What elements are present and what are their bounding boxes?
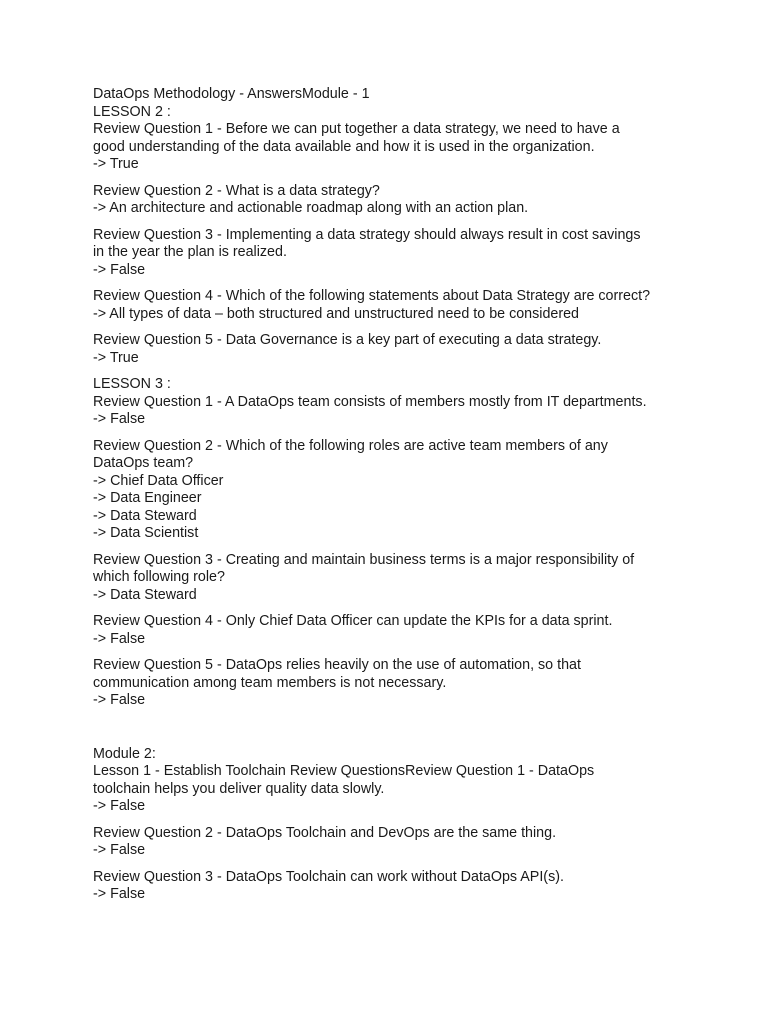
- lesson-3-question-4: [93, 613, 693, 648]
- lesson-2-question-5: [93, 332, 693, 367]
- document-title: DataOps Methodology - AnswersModule - 1: [93, 86, 370, 102]
- question-text: communication among team members is not necessary.: [93, 674, 447, 691]
- lesson-2-question-4: [93, 288, 693, 323]
- answer-text: -> False: [93, 692, 146, 708]
- question-text: good understanding of the data available and how it is used in the organization.: [93, 138, 595, 155]
- answer-text: -> False: [93, 411, 146, 427]
- module-2-question-2: [93, 825, 693, 860]
- question-text: toolchain helps you deliver quality data slowly.: [93, 780, 385, 797]
- question-text: Review Question 5 - Data Governance is a key part of executing a data strategy.: [93, 332, 602, 348]
- question-text: Review Question 4 - Which of the following statements about Data Strategy are correct?: [93, 288, 651, 304]
- answer-text: -> False: [93, 261, 146, 278]
- lesson-2-heading: LESSON 2 :: [93, 103, 171, 120]
- lesson-3-question-2: [93, 438, 693, 543]
- question-text: Lesson 1 - Establish Toolchain Review QuestionsReview Question 1 - DataOps: [93, 763, 595, 779]
- question-text: Review Question 3 - Implementing a data strategy should always result in cost savings: [93, 226, 641, 243]
- module-2-heading: Module 2:: [93, 745, 156, 762]
- answer-text: -> All types of data – both structured and unstructured need to be considered: [93, 305, 580, 322]
- lesson-2-question-1: [93, 121, 693, 174]
- lesson-3-question-3: [93, 552, 693, 605]
- answer-text: -> False: [93, 842, 146, 858]
- question-text: DataOps team?: [93, 455, 194, 471]
- question-text: Review Question 4 - Only Chief Data Officer can update the KPIs for a data sprint.: [93, 613, 613, 629]
- lesson-3-heading: LESSON 3 :: [93, 376, 171, 392]
- answer-text: -> Data Steward: [93, 586, 197, 603]
- question-text: Review Question 5 - DataOps relies heavily on the use of automation, so that: [93, 657, 581, 673]
- answer-text: -> Chief Data Officer: [93, 472, 224, 489]
- answer-text: -> An architecture and actionable roadmap along with an action plan.: [93, 200, 529, 216]
- question-text: Review Question 2 - What is a data strategy?: [93, 182, 380, 199]
- answer-text: -> True: [93, 349, 139, 366]
- lesson-2-question-2: [93, 183, 693, 218]
- module-2-question-1: [93, 763, 693, 816]
- question-text: Review Question 1 - A DataOps team consists of members mostly from IT departments.: [93, 393, 647, 410]
- answer-text: -> Data Scientist: [93, 525, 199, 541]
- lesson-3-question-1: [93, 394, 693, 429]
- question-text: Review Question 3 - Creating and maintain business terms is a major responsibility of: [93, 551, 635, 568]
- answer-text: -> Data Steward: [93, 507, 197, 524]
- question-text: Review Question 1 - Before we can put together a data strategy, we need to have a: [93, 121, 620, 137]
- module-2-question-3: [93, 869, 693, 904]
- document-page: [93, 86, 693, 904]
- question-text: Review Question 2 - Which of the following roles are active team members of any: [93, 437, 608, 454]
- question-text: Review Question 3 - DataOps Toolchain can work without DataOps API(s).: [93, 868, 564, 885]
- answer-text: -> True: [93, 156, 139, 172]
- lesson-3-question-5: [93, 657, 693, 710]
- question-text: in the year the plan is realized.: [93, 244, 287, 260]
- question-text: which following role?: [93, 569, 225, 585]
- lesson-2-question-3: [93, 227, 693, 280]
- answer-text: -> False: [93, 798, 146, 814]
- question-text: Review Question 2 - DataOps Toolchain and DevOps are the same thing.: [93, 824, 557, 841]
- answer-text: -> False: [93, 630, 146, 647]
- answer-text: -> False: [93, 886, 146, 902]
- answer-text: -> Data Engineer: [93, 490, 202, 506]
